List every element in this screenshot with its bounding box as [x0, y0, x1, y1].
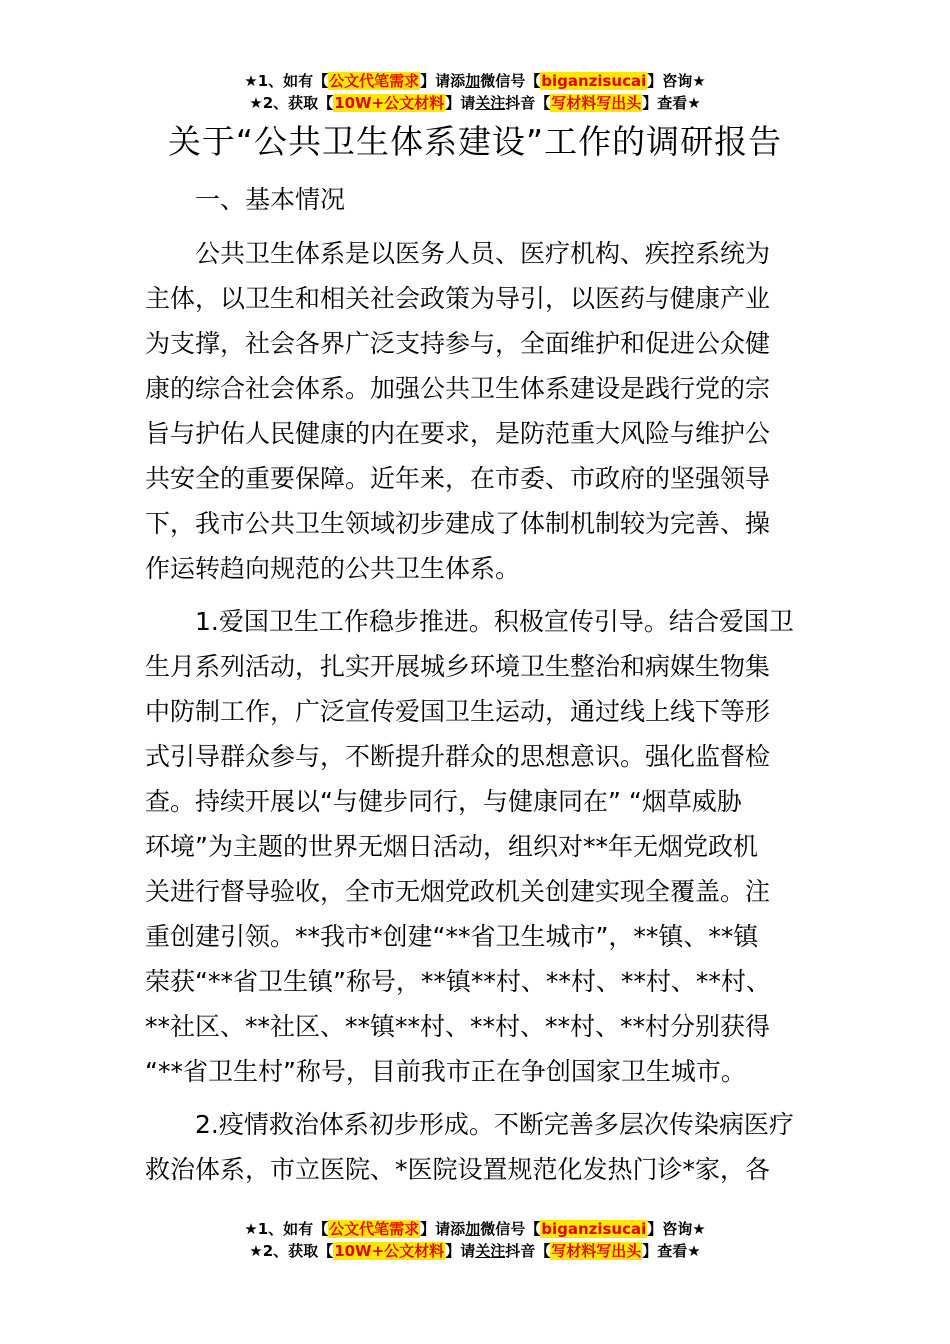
body-line: 作运转趋向规范的公共卫生体系。 — [145, 554, 521, 583]
promo-underline: 关注 — [475, 1242, 506, 1260]
body-line: 公共卫生体系是以医务人员、医疗机构、疾控系统为 — [195, 239, 771, 268]
promo-text: ★2、获取【 — [249, 1242, 334, 1260]
promo-highlight: 10W+公文材料 — [334, 1242, 445, 1260]
section-heading: 一、基本情况 — [195, 185, 346, 214]
body-line: **社区、**社区、**镇**村、**村、**村、**村分别获得 — [145, 1012, 771, 1041]
promo-highlight: biganzisucai — [541, 1220, 647, 1238]
promo-text: 微信号【 — [480, 1220, 541, 1238]
promo-text: 】咨询★ — [647, 1220, 706, 1238]
body-line: 荣获“**省卫生镇”称号，**镇**村、**村、**村、**村、 — [145, 967, 771, 996]
promo-text: 抖音【 — [505, 94, 551, 112]
promo-highlight: 10W+公文材料 — [334, 94, 445, 112]
promo-text: 】请 — [445, 1242, 476, 1260]
body-line: 中防制工作，广泛宣传爱国卫生运动，通过线上线下等形 — [145, 697, 771, 726]
promo-text: ★1、如有【 — [244, 1220, 329, 1238]
body-line: 下，我市公共卫生领域初步建成了体制机制较为完善、操 — [145, 509, 771, 538]
promo-highlight: 公文代笔需求 — [329, 1220, 420, 1238]
body-line: 康的综合社会体系。加强公共卫生体系建设是践行党的宗 — [145, 374, 771, 403]
body-line: 式引导群众参与，不断提升群众的思想意识。强化监督检 — [145, 742, 771, 771]
promo-line-2 — [0, 92, 950, 114]
body-line: 查。持续开展以“与健步同行，与健康同在” “烟草威胁 — [145, 787, 742, 816]
promo-line-2 — [0, 1240, 950, 1262]
promo-text: 】查看★ — [642, 94, 701, 112]
body-line: “**省卫生村”称号，目前我市正在争创国家卫生城市。 — [145, 1057, 746, 1086]
body-line: 救治体系，市立医院、*医院设置规范化发热门诊*家，各 — [145, 1155, 771, 1184]
promo-banner-top — [0, 70, 950, 114]
promo-underline: 加 — [465, 1220, 481, 1238]
promo-text: 】请添 — [420, 72, 466, 90]
promo-highlight: 写材料写出头 — [551, 94, 642, 112]
body-line: 主体，以卫生和相关社会政策为导引，以医药与健康产业 — [145, 284, 771, 313]
promo-highlight: biganzisucai — [541, 72, 647, 90]
promo-line-1 — [0, 1218, 950, 1240]
promo-banner-bottom — [0, 1218, 950, 1262]
promo-text: 抖音【 — [505, 1242, 551, 1260]
body-line: 2.疫情救治体系初步形成。不断完善多层次传染病医疗 — [195, 1110, 794, 1139]
promo-text: ★1、如有【 — [244, 72, 329, 90]
body-line: 1.爱国卫生工作稳步推进。积极宣传引导。结合爱国卫 — [195, 607, 794, 636]
promo-line-1 — [0, 70, 950, 92]
body-line: 旨与护佑人民健康的内在要求，是防范重大风险与维护公 — [145, 419, 771, 448]
body-line: 为支撑，社会各界广泛支持参与，全面维护和促进公众健 — [145, 329, 771, 358]
promo-text: 微信号【 — [480, 72, 541, 90]
promo-text: 】请 — [445, 94, 476, 112]
promo-text: ★2、获取【 — [249, 94, 334, 112]
body-line: 共安全的重要保障。近年来，在市委、市政府的坚强领导 — [145, 464, 771, 493]
promo-highlight: 写材料写出头 — [551, 1242, 642, 1260]
body-line: 生月系列活动，扎实开展城乡环境卫生整治和病媒生物集 — [145, 652, 771, 681]
body-line: 环境”为主题的世界无烟日活动，组织对**年无烟党政机 — [145, 832, 758, 861]
promo-highlight: 公文代笔需求 — [329, 72, 420, 90]
promo-text: 】咨询★ — [647, 72, 706, 90]
promo-text: 】查看★ — [642, 1242, 701, 1260]
promo-text: 】请添 — [420, 1220, 466, 1238]
promo-underline: 关注 — [475, 94, 506, 112]
body-line: 关进行督导验收，全市无烟党政机关创建实现全覆盖。注 — [145, 877, 771, 906]
promo-underline: 加 — [465, 72, 481, 90]
body-line: 重创建引领。**我市*创建“**省卫生城市”，**镇、**镇 — [145, 922, 759, 951]
document-title: 关于“公共卫生体系建设”工作的调研报告 — [167, 122, 783, 161]
